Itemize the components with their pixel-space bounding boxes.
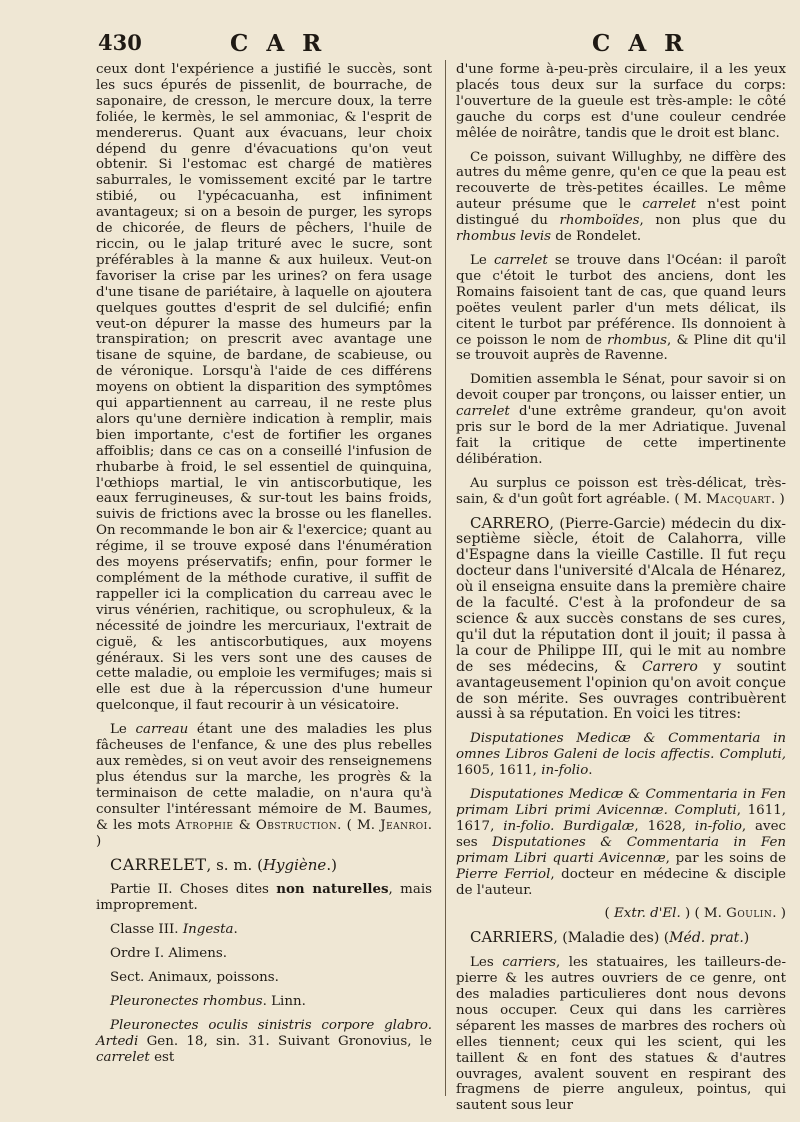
carrelet-linnaeus-line xyxy=(96,994,432,1010)
text-run: . Linn. xyxy=(262,993,306,1009)
text-run: , 1628, xyxy=(634,818,695,834)
text-run: . ( M. xyxy=(337,817,381,833)
italic-term: in-folio xyxy=(694,818,742,834)
author-signature: Jeanroi xyxy=(380,817,428,833)
text-run: . ) xyxy=(96,817,432,849)
carrelet-classe-line xyxy=(96,922,432,938)
carrelet-description-paragraph: d'une forme à-peu-près circulaire, il a les yeux placés tous deux sur la surface du corps: l'ouverture de la gueule est très-ample: le côté gauche du corps est d'une couleur cendrée mêlée de noirâtre, tandis que le droit est blanc. xyxy=(456,62,786,141)
text-run: d'une extrême grandeur, qu'on avoit pris sur le bord de la mer Adriatique. Juvenal fait la critique de cette impertinente délibération. xyxy=(456,404,786,467)
text-run: , docteur en médecine & disciple de l'auteur. xyxy=(456,866,786,898)
italic-term: in-folio xyxy=(541,763,589,779)
italic-term: carrelet xyxy=(456,404,510,420)
carrero-work-2 xyxy=(456,787,786,898)
domain-label: Méd. prat. xyxy=(669,930,744,947)
italic-term: rhomboïdes xyxy=(559,213,640,229)
carrero-entry xyxy=(456,513,786,724)
author-signature: Macquart xyxy=(706,491,771,507)
text-run: ) xyxy=(743,930,750,947)
italic-term: carrelet xyxy=(493,252,548,268)
text-run: 1605, 1611, xyxy=(456,763,542,779)
italic-term: carrelet xyxy=(642,197,697,213)
text-run: , non plus que du xyxy=(639,213,786,229)
italic-term: Carrero xyxy=(641,658,698,675)
text-run: .) xyxy=(326,856,337,875)
text-run: Au surplus ce poisson est très-délicat, très-sain, & d'un goût fort agréable. ( M. xyxy=(456,475,786,507)
italic-term: carreau xyxy=(135,722,189,738)
text-run: , par les soins de xyxy=(665,850,787,866)
carrelet-domitien-paragraph xyxy=(456,372,786,467)
column-divider xyxy=(445,60,446,1096)
text-run: , 1611, 1617, xyxy=(456,802,786,834)
left-column xyxy=(96,62,432,1073)
carrelet-part-line xyxy=(96,882,432,914)
carrelet-ocean-paragraph xyxy=(456,253,786,364)
text-run: se trouve dans l'Océan: il paroît que c'étoit le turbot des anciens, dont les Romains faisoient tant de cas, que quand leurs poëtes veulent parler d'un mets délicat, ils citent le turbot par préférence. Ils donnoient à ce poisson le nom de xyxy=(456,252,786,348)
italic-title: Disputationes & Commentaria in Fen primam Libri quarti Avicennæ xyxy=(456,834,786,866)
text-run: de Rondelet. xyxy=(551,229,642,245)
italic-term: Extr. d'El. xyxy=(614,906,681,922)
text-run: . ) xyxy=(770,491,785,507)
text-run: . xyxy=(233,922,238,938)
italic-term: Pleuronectes oculis sinistris corpore glabro. Artedi xyxy=(96,1017,432,1049)
headword: CARRERO xyxy=(470,513,550,532)
carriers-entry-head xyxy=(456,930,786,947)
carreau-conclusion-paragraph xyxy=(96,722,432,849)
carrelet-conclusion-paragraph xyxy=(456,476,786,508)
domain-label: Hygiène xyxy=(262,856,327,875)
italic-term: carrelet xyxy=(96,1049,150,1065)
carrelet-sect-line: Sect. Animaux, poissons. xyxy=(110,969,279,985)
text-run: Partie II. Choses dites xyxy=(110,882,277,898)
author-signature: Goulin xyxy=(726,906,773,922)
text-run: Le xyxy=(110,722,136,738)
text-run: Le xyxy=(470,252,494,268)
cross-reference-obstruction: Obstruction xyxy=(255,817,338,833)
right-column xyxy=(456,62,786,1122)
text-run: , (Pierre-Garcie) médecin du dix-septième siècle, étoit de Calahorra, ville d'Espagne dans la vieille Castille. Il fut reçu docteur dans l'université d'Alcala de Hénarez, où il enseigna ensuite dans la première chaire de la faculté. C'est à la profondeur de sa science & aux succès constans de ses cures, qu'il dut la réputation dont il jouit; il passa à la cour de Philippe III, qui le mit au nombre de ses médecins, & xyxy=(456,515,786,675)
italic-term: Ingesta xyxy=(182,922,234,938)
carrero-work-1 xyxy=(456,731,786,779)
carrelet-willughby-paragraph xyxy=(456,150,786,245)
running-header xyxy=(0,30,800,60)
text-run: , les statuaires, les tailleurs-de-pierre & les autres ouvriers de ce genre, ont des maladies particulieres dont nous devons nous occuper. Ceux qui dans les carrières séparent les masses de marbres des rochers où elles tiennent; ceux qui les scient, qui les taillent & en font des statues & d'autres ouvrages, avalent souvent en respirant des fragmens de pierre anguleux, pointus, qui sautent sous leur xyxy=(456,955,787,1114)
italic-term: Pierre Ferriol xyxy=(456,866,551,882)
headword: CARRIERS xyxy=(470,928,554,947)
italic-term: Pleuronectes rhombus xyxy=(110,993,263,1009)
text-run: , s. m. ( xyxy=(206,856,263,875)
text-run: . xyxy=(588,763,593,779)
text-run: étant une des maladies les plus fâcheuses de l'enfance, & une des plus rebelles aux remèdes, si on veut avoir des renseignemens plus étendus sur la marche, les progrès & la terminaison de cette maladie, on n'aura qu'à consulter l'intéressant mémoire de M. Baumes, & les mots xyxy=(96,722,433,833)
italic-title: Disputationes Medicæ & Commentaria in Fen primam Libri primi Avicennæ. Compluti xyxy=(456,787,786,818)
right-running-title: C A R xyxy=(592,30,689,57)
text-run: , & Pline dit qu'il se trouvoit auprès de Ravenne. xyxy=(456,332,786,364)
italic-term: carriers xyxy=(502,955,556,971)
text-run: Gen. 18, sin. 31. Suivant Gronovius, le xyxy=(138,1033,432,1049)
text-run: ( xyxy=(604,906,614,922)
italic-term: rhombus xyxy=(607,332,667,348)
text-run: ) ( M. xyxy=(680,906,727,922)
italic-title: Disputationes Medicæ & Commentaria in omnes Libros Galeni de locis affectis. Compluti, xyxy=(456,731,786,763)
text-run: Ce poisson, suivant Willughby, ne diffère des autres du même genre, qu'en ce que la peau est recouverte de très-petites écailles. Le même auteur présume que le xyxy=(456,149,786,213)
text-run: , avec ses xyxy=(456,818,787,850)
text-run: Les xyxy=(470,955,503,971)
left-running-title: C A R xyxy=(230,30,327,57)
headword: CARRELET xyxy=(110,855,207,875)
text-run: Classe III. xyxy=(110,922,183,938)
carrelet-ordre-line: Ordre I. Alimens. xyxy=(110,946,227,962)
text-run: . ) xyxy=(772,906,786,922)
cross-reference-atrophie: Atrophie xyxy=(175,817,234,833)
text-run: y soutint avantageusement l'opinion qu'on avoit conçue de son mérite. Ses ouvrages contribuèrent aussi à sa réputation. En voici les titres: xyxy=(456,658,786,723)
page-number: 430 xyxy=(98,30,142,55)
carrelet-entry-head xyxy=(96,857,432,874)
text-run: , mais improprement. xyxy=(96,882,432,914)
text-run: , (Maladie des) ( xyxy=(553,930,670,947)
carriers-paragraph xyxy=(456,955,786,1114)
text-run: & xyxy=(233,817,256,833)
text-run: n'est point distingué du xyxy=(456,197,786,229)
text-run: Domitien assembla le Sénat, pour savoir si on devoit couper par tronçons, ou laisser entier, un xyxy=(456,372,786,404)
carrero-source-reference xyxy=(456,906,786,922)
italic-term: rhombus levis xyxy=(456,229,552,245)
carreau-treatment-paragraph: ceux dont l'expérience a justifié le succès, sont les sucs épurés de pissenlit, de bourrache, de saponaire, de cresson, le mercure doux, la terre foliée, le kermès, le sel ammoniac, & l'esprit de mendererus. Quant aux évacuans, leur choix dépend du genre d'évacuations qu'on veut obtenir. Si l'estomac est chargé de matières saburrales, le vomissement excité par le tartre stibié, ou l'ypécacuanha, est infiniment avantageux; si on a besoin de purger, les syrops de chicorée, de fleurs de pêchers, l'huile de riccin, ou le jalap trituré avec le sucre, sont préférables à la manne & aux huileux. Veut-on favoriser la crise par les urines? on fera usage d'une tisane de pariétaire, à laquelle on ajoutera quelques gouttes d'esprit de sel dulcifié; enfin veut-on dépurer la masse des humeurs par la transpiration; on prescrit avec avantage une tisane de squine, de bardane, de scabieuse, ou de véronique. Lorsqu'à l'aide de ces différens moyens on obtient la disparition des symptômes qui appartiennent au carreau, il ne reste plus alors qu'une dernière indication à remplir, mais bien importante, c'est de fortifier les organes affoiblis; dans ce cas on a conseillé l'infusion de rhubarbe à froid, le sel essentiel de quinquina, l'œthiops martial, le vin antiscorbutique, les eaux ferrugineuses, & sur-tout les bains froids, suivis de frictions avec la brosse ou les flanelles. On recommande le bon air & l'exercice; quant au régime, il se trouve exposé dans l'énumération des moyens préservatifs; enfin, pour former le complément de la méthode curative, il suffit de rappeller ici la complication du carreau avec le virus vénérien, rachitique, ou scrophuleux, & la nécessité de joindre les mercuriaux, l'extrait de ciguë, & les antiscorbutiques, aux moyens généraux. Si les vers sont une des causes de cette maladie, ou emploie les vermifuges; mais si elle est due à la répercussion d'une humeur quelconque, il faut recourir à un vésicatoire. xyxy=(96,62,432,714)
carrelet-artedi-line xyxy=(96,1018,432,1066)
italic-term: in-folio. Burdigalæ xyxy=(503,818,635,834)
bold-term: non naturelles xyxy=(276,881,389,898)
text-run: est xyxy=(149,1049,175,1065)
